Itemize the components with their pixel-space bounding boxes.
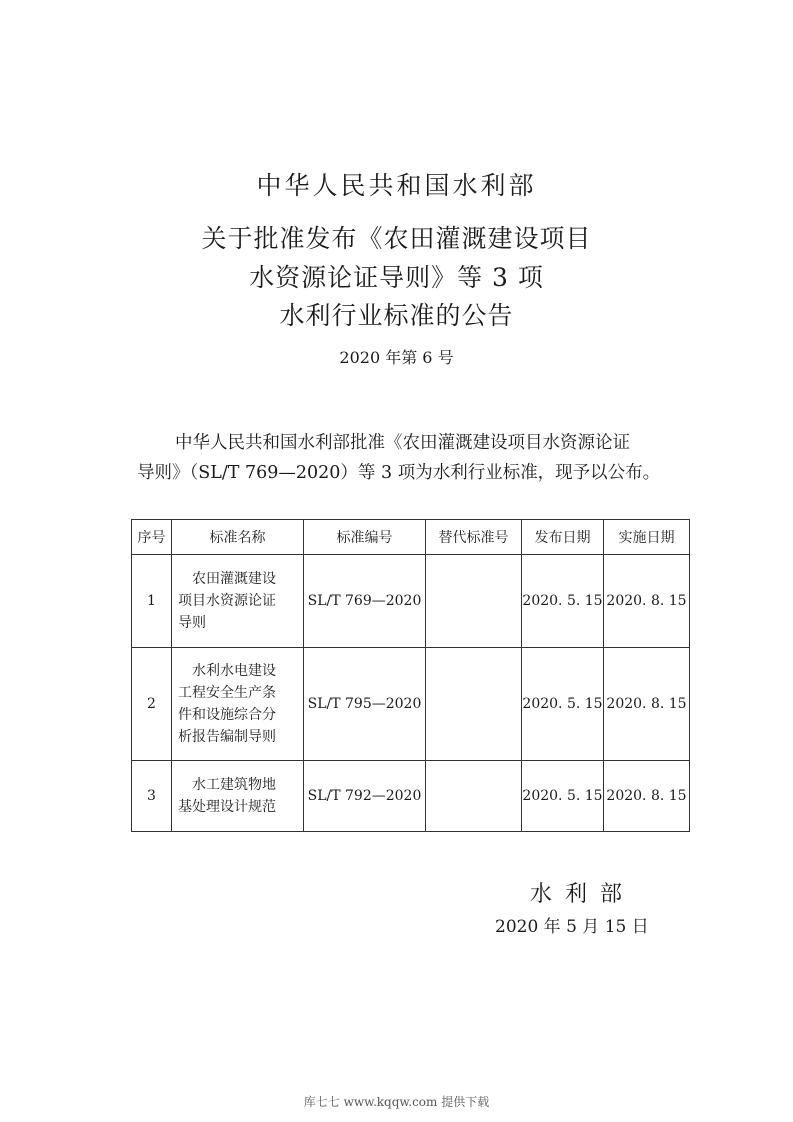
table-row [132, 555, 690, 648]
cell-replaced-standard [426, 648, 522, 761]
header-standard-code: 标准编号 [304, 520, 426, 555]
cell-effective-date: 2020. 8. 15 [604, 555, 690, 648]
announcement-paragraph-line-2: 导则》（SL/T 769—2020）等 3 项为水利行业标准，现予以公布。 [137, 463, 661, 483]
title-line-2: 水资源论证导则》等 3 项 [249, 263, 544, 292]
table-row [132, 761, 690, 832]
cell-standard-name [172, 648, 304, 761]
table-header-row [132, 520, 690, 555]
cell-standard-code: SL/T 792—2020 [304, 761, 426, 832]
signature-org: 水 利 部 [530, 882, 625, 907]
name-line: 水利水电建设 [192, 663, 276, 679]
header-effective-date: 实施日期 [604, 520, 690, 555]
name-line: 水工建筑物地 [192, 777, 276, 793]
cell-issue-date: 2020. 5. 15 [522, 761, 604, 832]
title-line-3: 水利行业标准的公告 [279, 301, 514, 330]
header-serial-no: 序号 [132, 520, 172, 555]
name-line: 工程安全生产条 [178, 685, 276, 701]
document-number: 2020 年第 6 号 [339, 348, 454, 367]
header-issue-date: 发布日期 [522, 520, 604, 555]
cell-standard-code: SL/T 795—2020 [304, 648, 426, 761]
header-replaced-standard: 替代标准号 [426, 520, 522, 555]
standards-table [131, 519, 690, 832]
cell-issue-date: 2020. 5. 15 [522, 555, 604, 648]
cell-issue-date: 2020. 5. 15 [522, 648, 604, 761]
cell-standard-name [172, 555, 304, 648]
title-line-1: 关于批准发布《农田灌溉建设项目 [201, 224, 592, 253]
cell-replaced-standard [426, 555, 522, 648]
announcement-paragraph-line-1: 中华人民共和国水利部批准《农田灌溉建设项目水资源论证 [175, 433, 630, 453]
name-line: 基处理设计规范 [178, 799, 276, 815]
name-line: 农田灌溉建设 [192, 571, 276, 587]
cell-effective-date: 2020. 8. 15 [604, 761, 690, 832]
download-footer: 库七七 www.kqqw.com 提供下载 [303, 1095, 490, 1109]
name-line: 项目水资源论证 [178, 593, 276, 609]
cell-standard-code: SL/T 769—2020 [304, 555, 426, 648]
cell-serial-no: 3 [132, 761, 172, 832]
cell-serial-no: 1 [132, 555, 172, 648]
cell-effective-date: 2020. 8. 15 [604, 648, 690, 761]
header-standard-name: 标准名称 [172, 520, 304, 555]
table-row [132, 648, 690, 761]
signature-date: 2020 年 5 月 15 日 [495, 917, 649, 937]
name-line: 件和设施综合分 [178, 707, 276, 723]
cell-replaced-standard [426, 761, 522, 832]
ministry-heading: 中华人民共和国水利部 [256, 171, 537, 200]
cell-standard-name [172, 761, 304, 832]
name-line: 析报告编制导则 [178, 729, 276, 745]
name-line: 导则 [178, 615, 206, 631]
cell-serial-no: 2 [132, 648, 172, 761]
